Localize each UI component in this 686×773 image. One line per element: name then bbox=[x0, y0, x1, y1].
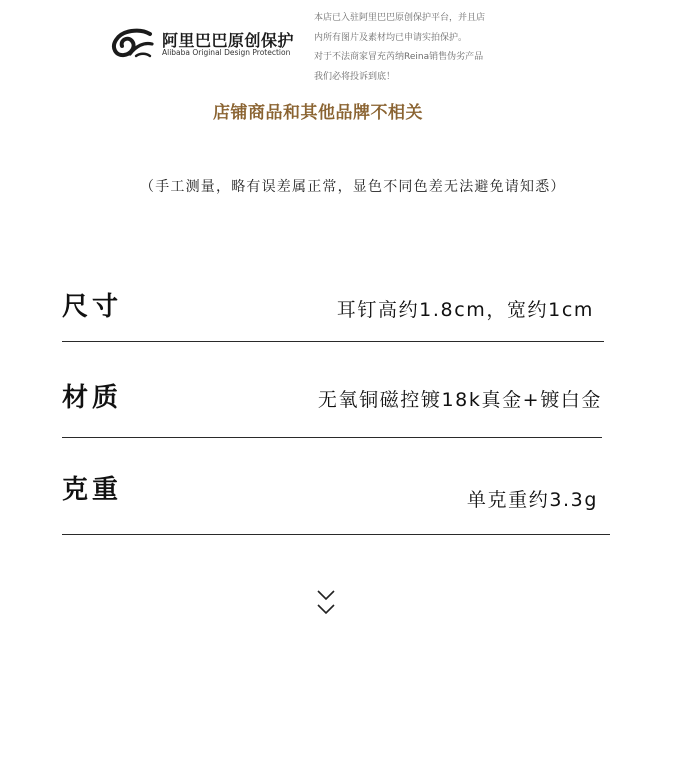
notice-line: 我们必将投诉到底！ bbox=[314, 71, 396, 82]
notice-line: 对于不法商家冒充芮纳Reina销售伪劣产品 bbox=[314, 52, 484, 62]
banner-title-en: Alibaba Original Design Protection bbox=[162, 48, 291, 57]
notice-line: 本店已入驻阿里巴巴原创保护平台，并且店 bbox=[314, 13, 486, 23]
notice-line: 内所有图片及素材均已申请实拍保护。 bbox=[314, 32, 468, 43]
spec-value-size: 耳钉高约1.8cm，宽约1cm bbox=[336, 299, 594, 321]
brand-disclaimer: 店铺商品和其他品牌不相关 bbox=[213, 103, 423, 123]
alibaba-logo-icon bbox=[110, 26, 156, 62]
spec-value-weight: 单克重约3.3g bbox=[466, 489, 598, 511]
spec-label-material: 材质 bbox=[62, 383, 123, 413]
spec-label-size: 尺寸 bbox=[62, 292, 123, 322]
protection-notice bbox=[314, 9, 554, 87]
spec-divider bbox=[62, 341, 604, 342]
spec-divider bbox=[62, 534, 610, 535]
banner-title-cn: 阿里巴巴原创保护 bbox=[162, 31, 295, 50]
spec-label-weight: 克重 bbox=[62, 475, 123, 505]
spec-value-material: 无氧铜磁控镀18k真金+镀白金 bbox=[317, 389, 602, 411]
measurement-note: （手工测量，略有误差属正常，显色不同色差无法避免请知悉） bbox=[140, 179, 566, 195]
double-chevron-down-icon bbox=[316, 588, 336, 618]
spec-divider bbox=[62, 437, 602, 438]
